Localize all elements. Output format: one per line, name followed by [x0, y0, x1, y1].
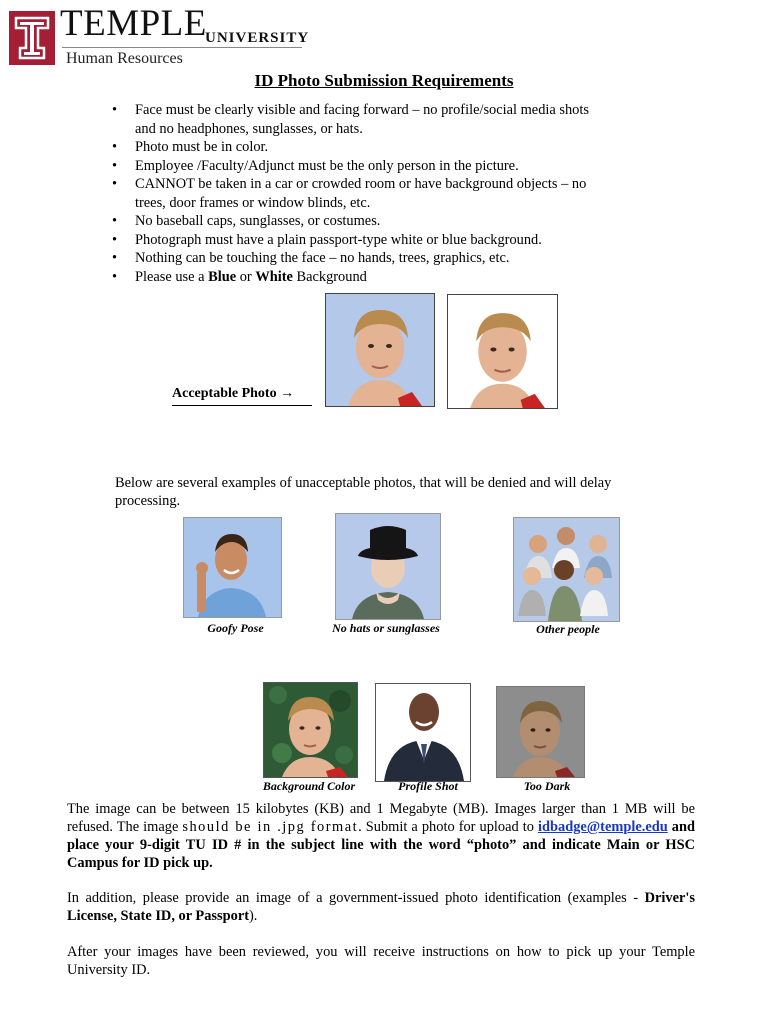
- list-item: • CANNOT be taken in a car or crowded room or have background objects – no trees, door frames or window blinds, etc.: [112, 176, 587, 211]
- requirement-text: Employee /Faculty/Adjunct must be the only person in the picture.: [135, 157, 519, 174]
- requirement-text: Face must be clearly visible and facing forward – no profile/social media shots and no headphones, sunglasses, or hats.: [135, 102, 589, 137]
- list-item: • Photo must be in color.: [112, 139, 269, 155]
- gov-id-text-end: ).: [249, 908, 258, 924]
- requirement-bold-blue: Blue: [208, 268, 237, 285]
- requirement-text: CANNOT be taken in a car or crowded room or have background objects – no trees, door frames or window blinds, etc.: [135, 176, 587, 211]
- list-item: • Face must be clearly visible and facing forward – no profile/social media shots and no headphones, sunglasses, or hats.: [112, 102, 589, 137]
- requirements-list: [112, 101, 592, 286]
- email-link[interactable]: idbadge@temple.edu: [538, 819, 668, 835]
- acceptable-photo-white: [447, 294, 558, 409]
- profile-shot-photo: [375, 683, 471, 782]
- requirement-text: Photograph must have a plain passport-type white or blue background.: [135, 231, 542, 248]
- background-color-photo: [263, 682, 358, 778]
- size-text: The image can be between 15 kilobytes (KB) and 1 Megabyte (MB). Images larger than 1 MB will be refused. The image: [67, 801, 695, 835]
- too-dark-photo: [496, 686, 585, 778]
- logo-divider: [62, 47, 302, 48]
- page-title: ID Photo Submission Requirements: [254, 71, 514, 90]
- list-item: • Please use a Blue or White Background: [112, 268, 367, 285]
- logo-university: UNIVERSITY: [205, 30, 310, 46]
- caption-profile-shot: Profile Shot: [398, 779, 458, 793]
- goofy-pose-photo: [183, 517, 282, 618]
- format-text: should be in .jpg format: [182, 819, 359, 835]
- requirement-text: Nothing can be touching the face – no hands, trees, graphics, etc.: [135, 250, 510, 266]
- final-paragraph: After your images have been reviewed, you will receive instructions on how to pick up your Temple University ID.: [67, 944, 695, 978]
- temple-t-logo-icon: [9, 11, 55, 65]
- requirement-bold-white: White: [255, 268, 293, 285]
- logo-wordmark: TEMPLE: [60, 3, 207, 44]
- list-item: • Photograph must have a plain passport-type white or blue background.: [112, 231, 542, 248]
- caption-goofy-pose: Goofy Pose: [207, 621, 264, 635]
- list-item: • Employee /Faculty/Adjunct must be the only person in the picture.: [112, 157, 519, 174]
- size-format-paragraph: [67, 800, 695, 872]
- hats-sunglasses-photo: [335, 513, 441, 620]
- list-item: • No baseball caps, sunglasses, or costumes.: [112, 213, 381, 229]
- arrow-right-icon: →: [280, 386, 295, 401]
- subject-instructions-text: and place your 9-digit TU ID # in the subject line with the word “photo” and indicate Main or HSC Campus for ID pick up.: [67, 819, 695, 871]
- requirement-text: or: [236, 268, 256, 285]
- acceptable-photo-blue: [325, 293, 435, 407]
- gov-id-text: In addition, please provide an image of a government-issued photo identification (examples -: [67, 890, 645, 906]
- requirement-text: Background: [292, 268, 367, 285]
- list-item: • Nothing can be touching the face – no hands, trees, graphics, etc.: [112, 250, 510, 266]
- acceptable-label-text: Acceptable Photo: [172, 386, 277, 401]
- unacceptable-intro: Below are several examples of unacceptable photos, that will be denied and will delay processing.: [115, 475, 612, 509]
- government-id-paragraph: [67, 889, 695, 925]
- submit-text: . Submit a photo for upload to: [358, 819, 538, 835]
- caption-background-color: Background Color: [262, 779, 356, 793]
- acceptable-photo-label: [172, 386, 312, 406]
- caption-no-hats: No hats or sunglasses: [332, 621, 440, 635]
- logo-department: Human Resources: [66, 50, 183, 67]
- other-people-photo: [513, 517, 620, 622]
- requirement-text: Please use a: [135, 268, 209, 285]
- requirement-text: No baseball caps, sunglasses, or costumes.: [135, 213, 381, 229]
- caption-other-people: Other people: [536, 622, 600, 636]
- caption-too-dark: Too Dark: [523, 779, 571, 793]
- gov-id-examples: Driver's License, State ID, or Passport: [67, 890, 695, 924]
- requirement-text: Photo must be in color.: [135, 139, 269, 155]
